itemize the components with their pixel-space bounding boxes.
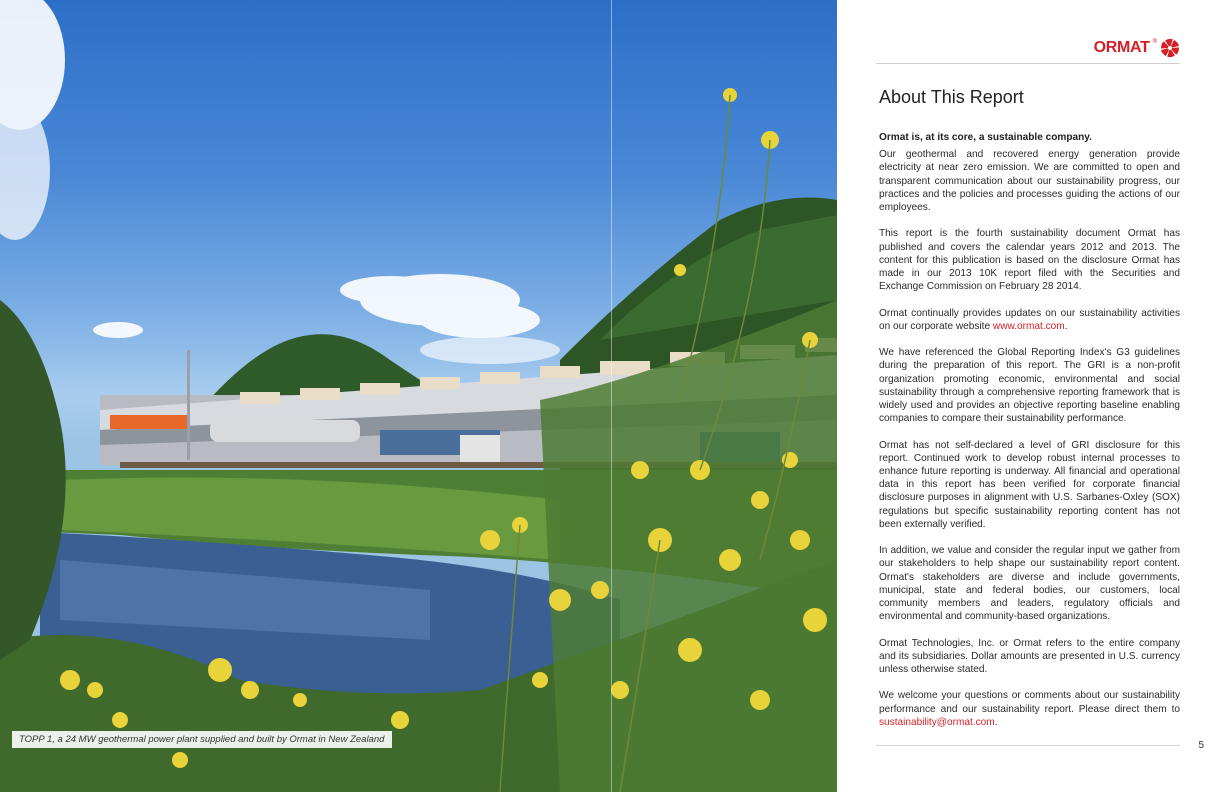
logo-trademark: ®: [1152, 39, 1157, 45]
paragraph-7: Ormat Technologies, Inc. or Ormat refers to the entire company and its subsidiaries. Dollar amounts are presented in U.S. currency unless otherwise stated.: [879, 637, 1180, 676]
top-divider: [876, 63, 1180, 64]
email-link[interactable]: sustainability@ormat.com: [879, 716, 995, 728]
page-gutter: [611, 0, 612, 792]
paragraph-1: Our geothermal and recovered energy generation provide electricity at near zero emission. We are committed to open and transparent communication about our sustainability progress, our practices and the policies and processes guiding the actions of our employees.: [879, 149, 1180, 214]
website-link[interactable]: www.ormat.com: [992, 320, 1065, 332]
paragraph-3: [879, 307, 1180, 333]
paragraph-8-end: .: [994, 716, 998, 728]
article-body: [879, 131, 1180, 742]
paragraph-2: This report is the fourth sustainability document Ormat has published and covers the calendar years 2012 and 2013. The content for this publication is based on the disclosure Ormat has made in our 2013 10K report filed with the Securities and Exchange Commission on February 28 2014.: [879, 228, 1180, 293]
paragraph-8: [879, 689, 1180, 729]
text-page: [837, 0, 1224, 792]
logo-wordmark: ORMAT: [1093, 39, 1150, 56]
paragraph-3-end: .: [1064, 320, 1068, 332]
bottom-divider: [876, 745, 1180, 746]
paragraph-6: In addition, we value and consider the regular input we gather from our stakeholders to help shape our sustainability report content. Ormat's stakeholders are diverse and include governments, municipal, state and federal bodies, our customers, local community members and leaders, regulatory officials and environmental and community-based organizations.: [879, 545, 1180, 623]
clouds: [0, 0, 560, 364]
lead-sentence: Ormat is, at its core, a sustainable company.: [879, 132, 1092, 143]
photo-caption: TOPP 1, a 24 MW geothermal power plant supplied and built by Ormat in New Zealand: [12, 731, 392, 748]
paragraph-8-text: We welcome your questions or comments about our sustainability performance and our sustainability report. Please direct them to: [879, 690, 1180, 715]
paragraph-5: Ormat has not self-declared a level of GRI disclosure for this report. Continued work to develop robust internal processes to enhance future reporting is underway. All financial and operational data in this report has been verified for corporate financial disclosure purposes in alignment with U.S. Sarbanes-Oxley (SOX) regulations but specific sustainability reporting content has not been externally verified.: [879, 439, 1180, 530]
ormat-swirl-icon: [1160, 38, 1180, 58]
page-number: 5: [1198, 740, 1204, 751]
ormat-logo: [1094, 37, 1180, 59]
paragraph-4: We have referenced the Global Reporting Index's G3 guidelines during the preparation of this report. The GRI is a non-profit organization promoting economic, environmental and social sustainability through a comprehensive reporting framework that is widely used and provides an objective reporting baseline enabling companies to compare their sustainability performance.: [879, 347, 1180, 425]
page-title: About This Report: [879, 87, 1024, 107]
paragraph-3-text: Ormat continually provides updates on our sustainability activities on our corporate website: [879, 307, 1180, 332]
